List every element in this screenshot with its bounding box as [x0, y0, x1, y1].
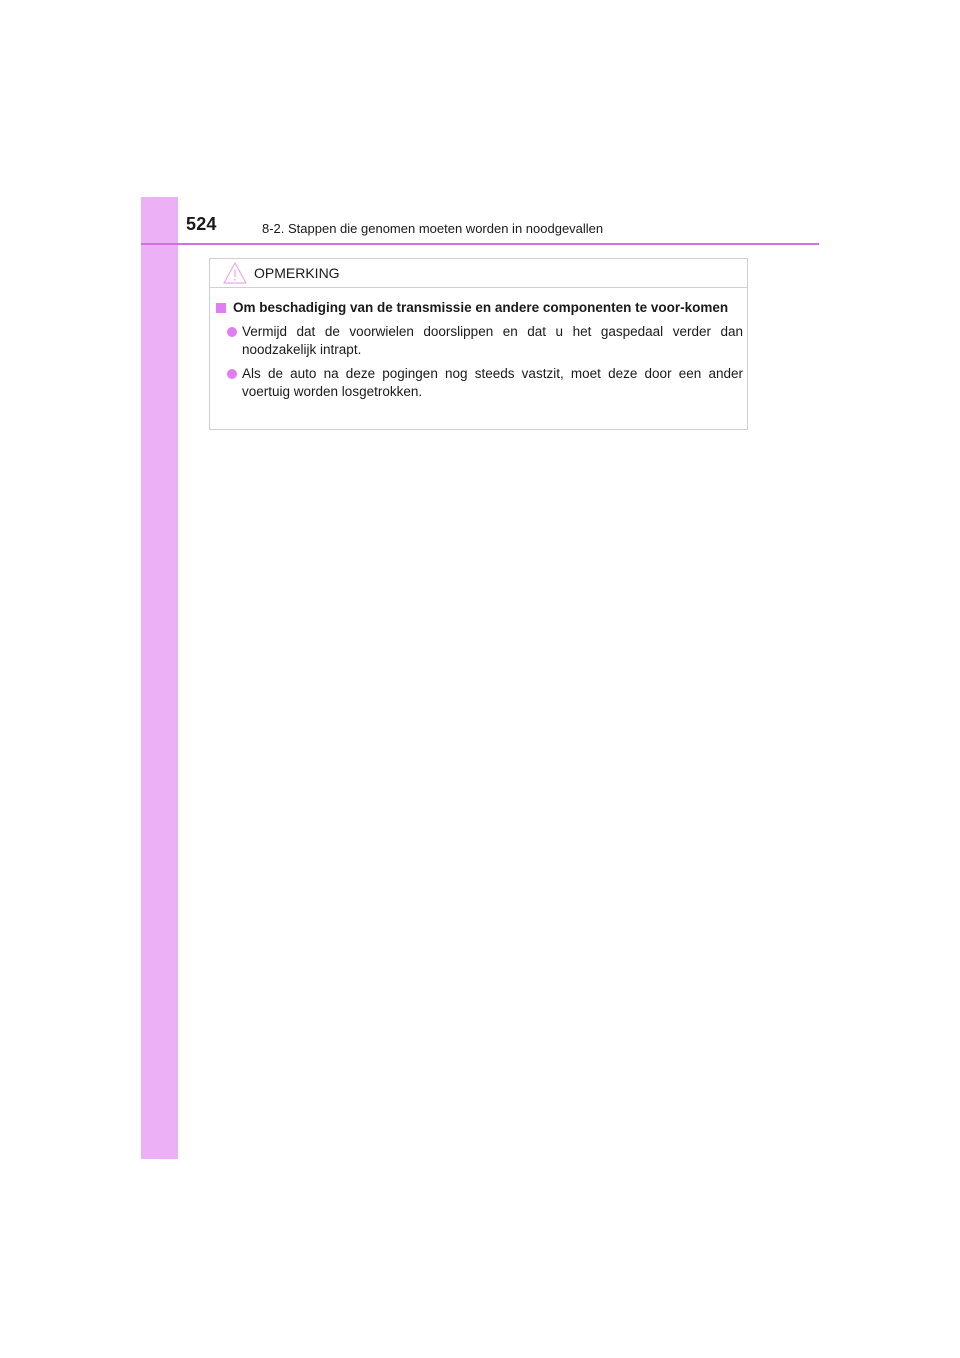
notice-label: OPMERKING: [254, 265, 340, 281]
list-item-text: Vermijd dat de voorwielen doorslippen en dat u het gaspedaal verder dan noodzakelijk intrapt.: [242, 324, 743, 357]
round-bullet-icon: [227, 327, 237, 337]
warning-triangle-icon: [222, 261, 248, 285]
notice-heading-text: Om beschadiging van de transmissie en andere componenten te voor-komen: [233, 300, 729, 315]
page-number: 524: [186, 214, 217, 234]
notice-box: [209, 258, 748, 430]
square-bullet-icon: [216, 303, 226, 313]
chapter-side-tab: [141, 197, 178, 1159]
list-item: [215, 323, 743, 359]
list-item: [215, 365, 743, 401]
round-bullet-icon: [227, 369, 237, 379]
notice-body: [215, 299, 743, 401]
notice-header: [210, 259, 747, 288]
header-divider: [141, 243, 819, 245]
section-title: 8-2. Stappen die genomen moeten worden in noodgevallen: [262, 221, 604, 236]
notice-heading: [215, 299, 743, 317]
list-item-text: Als de auto na deze pogingen nog steeds vastzit, moet deze door een ander voertuig worden losgetrokken.: [242, 366, 743, 399]
